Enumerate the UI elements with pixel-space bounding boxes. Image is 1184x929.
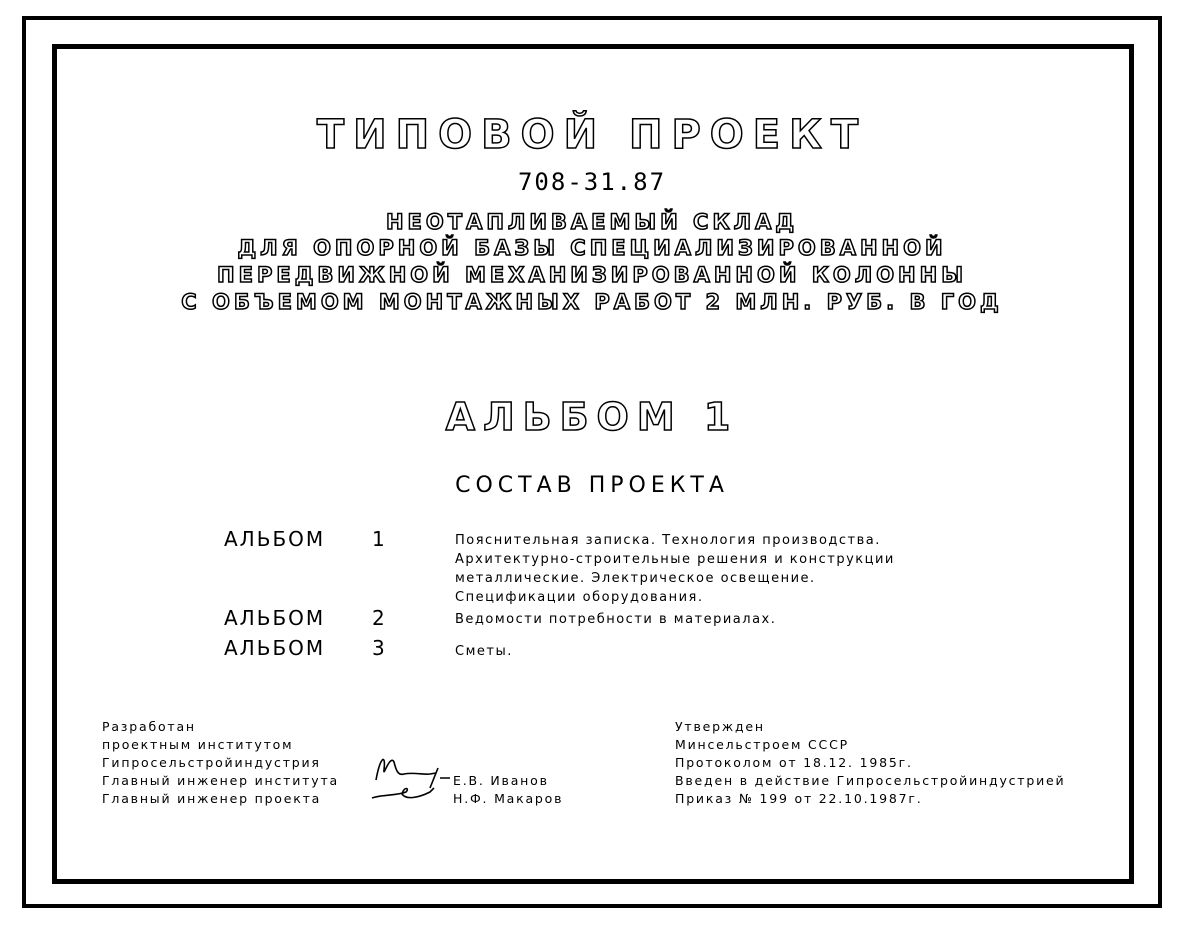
- developer-line: Главный инженер проекта: [102, 791, 322, 806]
- album-description: [455, 610, 975, 629]
- developer-line: Разработан: [102, 719, 196, 734]
- project-code: 708-31.87: [517, 168, 667, 196]
- album-label: АЛЬБОМ: [224, 527, 326, 551]
- album-heading: АЛЬБОМ 1: [445, 395, 739, 439]
- album-label: АЛЬБОМ: [224, 636, 326, 660]
- developer-line: Гипросельстройиндустрия: [102, 755, 321, 770]
- album-number: 3: [372, 636, 385, 660]
- album-description: [455, 642, 975, 661]
- album-description-line: Ведомости потребности в материалах.: [455, 612, 777, 627]
- album-description-line: Пояснительная записка. Технология производства.: [455, 533, 881, 548]
- approval-block: [675, 718, 1065, 808]
- approval-line: Протоколом от 18.12. 1985г.: [675, 755, 913, 770]
- approval-line: Приказ № 199 от 22.10.1987г.: [675, 791, 923, 806]
- album-description-line: Архитектурно-строительные решения и конструкции: [455, 552, 895, 567]
- project-name-line-3: ПЕРЕДВИЖНОЙ МЕХАНИЗИРОВАННОЙ КОЛОННЫ: [217, 263, 967, 287]
- album-label: АЛЬБОМ: [224, 606, 326, 630]
- developer-line: проектным институтом: [102, 737, 294, 752]
- album-number: 2: [372, 606, 385, 630]
- composition-heading: СОСТАВ ПРОЕКТА: [455, 473, 729, 498]
- signer-name: Н.Ф. Макаров: [453, 791, 564, 806]
- signer-names: [453, 772, 563, 808]
- album-description-line: металлические. Электрическое освещение.: [455, 571, 816, 586]
- document-title: ТИПОВОЙ ПРОЕКТ: [316, 112, 868, 158]
- handwritten-signatures: [370, 748, 454, 808]
- developer-line: Главный инженер института: [102, 773, 339, 788]
- developer-block: [102, 718, 339, 808]
- album-description-line: Спецификации оборудования.: [455, 590, 704, 605]
- album-number: 1: [372, 527, 385, 551]
- approval-line: Утвержден: [675, 719, 765, 734]
- project-name-line-1: НЕОТАПЛИВАЕМЫЙ СКЛАД: [385, 210, 799, 234]
- album-description: [455, 531, 975, 607]
- project-name-line-4: С ОБЪЕМОМ МОНТАЖНЫХ РАБОТ 2 МЛН. РУБ. В ГОД: [181, 290, 1003, 314]
- signer-name: Е.В. Иванов: [453, 773, 549, 788]
- approval-line: Введен в действие Гипросельстройиндустрией: [675, 773, 1066, 788]
- album-description-line: Сметы.: [455, 644, 513, 659]
- approval-line: Минсельстроем СССР: [675, 737, 849, 752]
- project-name-line-2: ДЛЯ ОПОРНОЙ БАЗЫ СПЕЦИАЛИЗИРОВАННОЙ: [237, 236, 947, 260]
